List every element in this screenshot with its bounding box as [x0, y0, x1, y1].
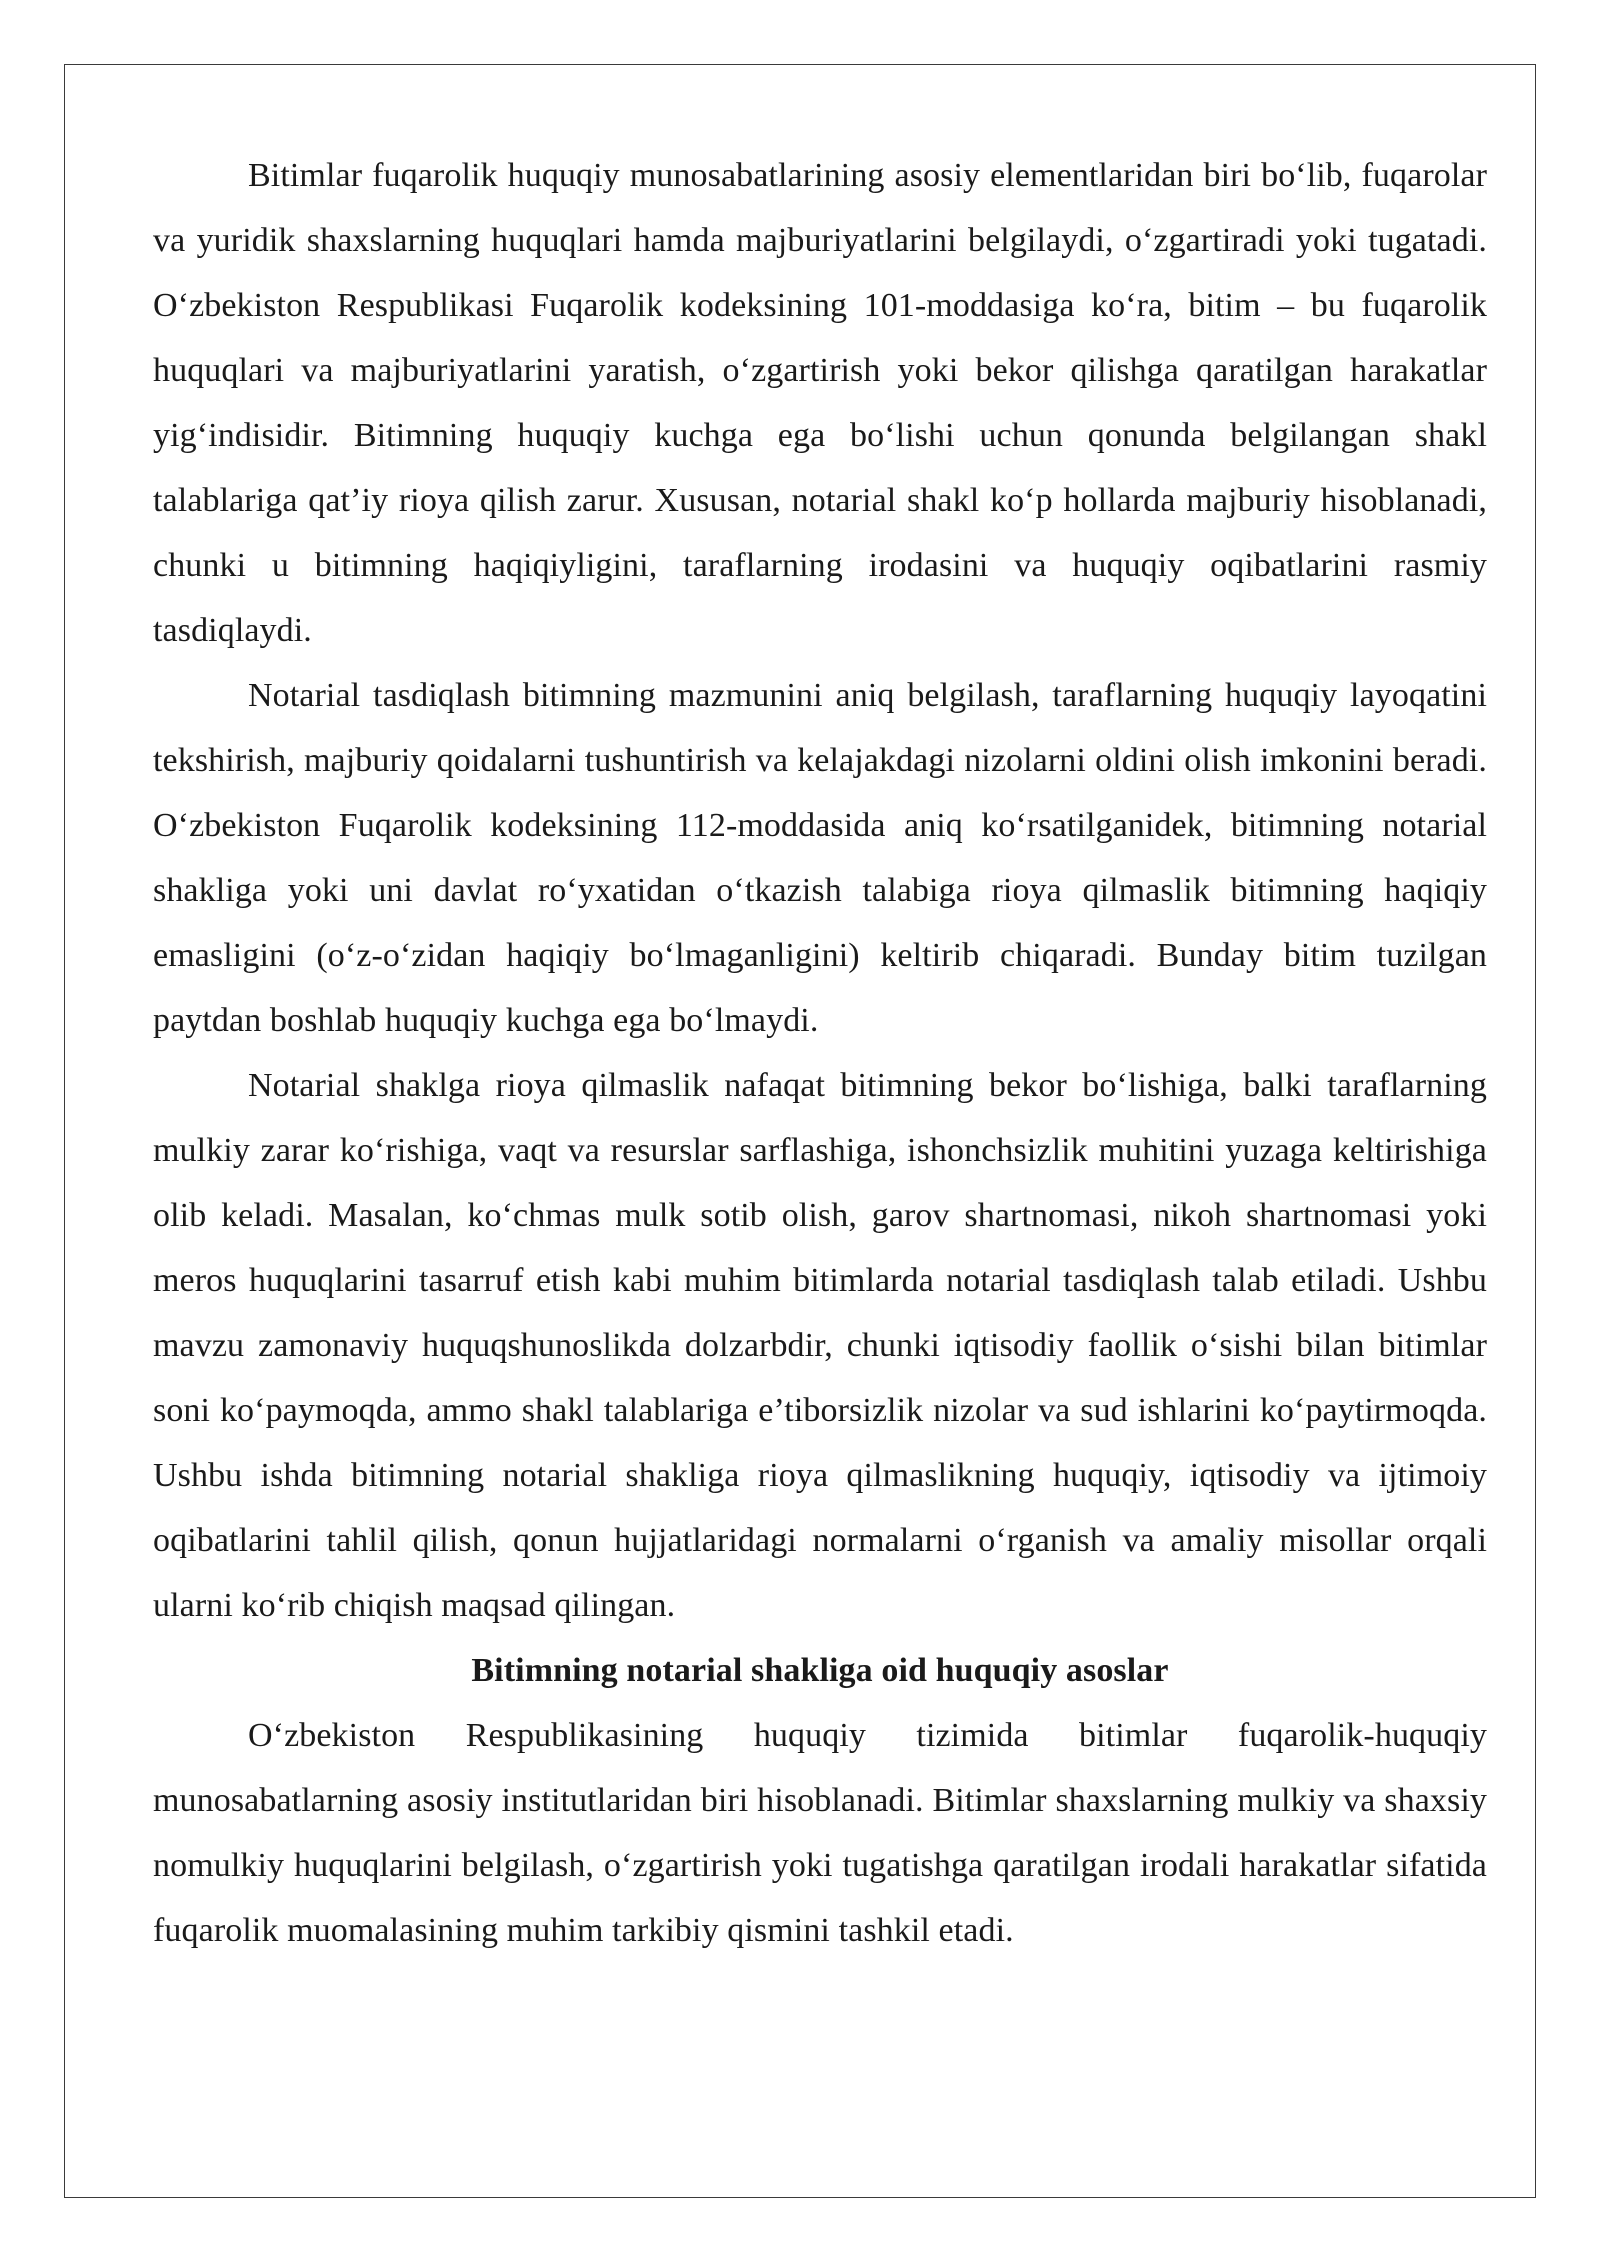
- document-body: [153, 143, 1487, 1963]
- paragraph-legal-basis: O‘zbekiston Respublikasining huquqiy tizimida bitimlar fuqarolik-huquqiy munosabatlarning asosiy institutlaridan biri hisoblanadi. Bitimlar shaxslarning mulkiy va shaxsiy nomulkiy huquqlarini belgilash, o‘zgartirish yoki tugatishga qaratilgan irodali harakatlar sifatida fuqarolik muomalasining muhim tarkibiy qismini tashkil etadi.: [153, 1717, 1487, 1949]
- section-heading: Bitimning notarial shakliga oid huquqiy asoslar: [471, 1652, 1169, 1689]
- paragraph-intro: Bitimlar fuqarolik huquqiy munosabatlarining asosiy elementlaridan biri bo‘lib, fuqarolar va yuridik shaxslarning huquqlari hamda majburiyatlarini belgilaydi, o‘zgartiradi yoki tugatadi. O‘zbekiston Respublikasi Fuqarolik kodeksining 101-moddasiga ko‘ra, bitim – bu fuqarolik huquqlari va majburiyatlarini yaratish, o‘zgartirish yoki bekor qilishga qaratilgan harakatlar yig‘indisidir. Bitimning huquqiy kuchga ega bo‘lishi uchun qonunda belgilangan shakl talablariga qat’iy rioya qilish zarur. Xususan, notarial shakl ko‘p hollarda majburiy hisoblanadi, chunki u bitimning haqiqiyligini, taraflarning irodasini va huquqiy oqibatlarini rasmiy tasdiqlaydi.: [153, 157, 1487, 649]
- paragraph-consequences: Notarial shaklga rioya qilmaslik nafaqat bitimning bekor bo‘lishiga, balki taraflarning mulkiy zarar ko‘rishiga, vaqt va resurslar sarflashiga, ishonchsizlik muhitini yuzaga keltirishiga olib keladi. Masalan, ko‘chmas mulk sotib olish, garov shartnomasi, nikoh shartnomasi yoki meros huquqlarini tasarruf etish kabi muhim bitimlarda notarial tasdiqlash talab etiladi. Ushbu mavzu zamonaviy huquqshunoslikda dolzarbdir, chunki iqtisodiy faollik o‘sishi bilan bitimlar soni ko‘paymoqda, ammo shakl talablariga e’tiborsizlik nizolar va sud ishlarini ko‘paytirmoqda. Ushbu ishda bitimning notarial shakliga rioya qilmaslikning huquqiy, iqtisodiy va ijtimoiy oqibatlarini tahlil qilish, qonun hujjatlaridagi normalarni o‘rganish va amaliy misollar orqali ularni ko‘rib chiqish maqsad qilingan.: [153, 1067, 1487, 1624]
- paragraph-notarial-confirmation: Notarial tasdiqlash bitimning mazmunini aniq belgilash, taraflarning huquqiy layoqatini tekshirish, majburiy qoidalarni tushuntirish va kelajakdagi nizolarni oldini olish imkonini beradi. O‘zbekiston Fuqarolik kodeksining 112-moddasida aniq ko‘rsatilganidek, bitimning notarial shakliga yoki uni davlat ro‘yxatidan o‘tkazish talabiga rioya qilmaslik bitimning haqiqiy emasligini (o‘z-o‘zidan haqiqiy bo‘lmaganligini) keltirib chiqaradi. Bunday bitim tuzilgan paytdan boshlab huquqiy kuchga ega bo‘lmaydi.: [153, 677, 1487, 1039]
